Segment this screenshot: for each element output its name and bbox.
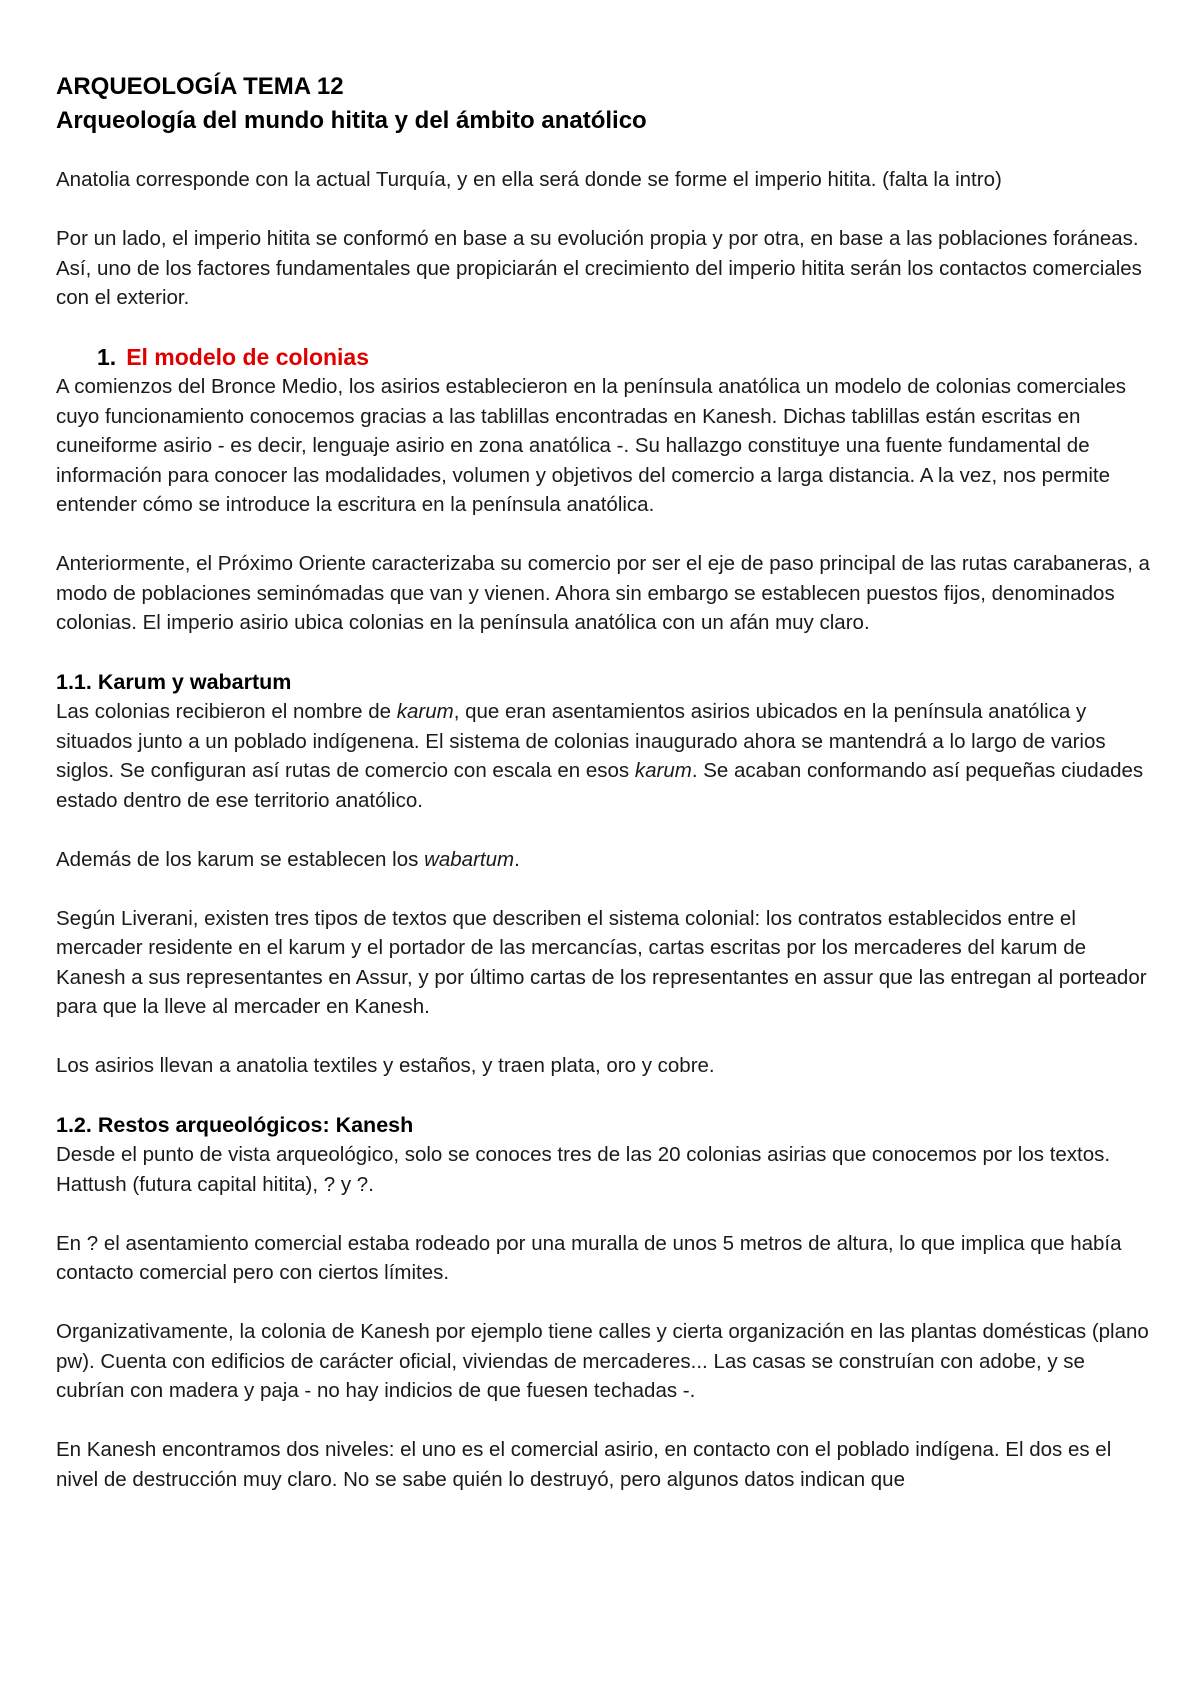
section-1-paragraph-1: A comienzos del Bronce Medio, los asirios establecieron en la península anatólica un modelo de colonias comerciales cuyo funcionamiento conocemos gracias a las tablillas encontradas en Kanesh. Dichas tablillas están escritas en cuneiforme asirio - es decir, lenguaje asirio en zona anatólica -. Su hallazgo constituye una fuente fundamental de información para conocer las modalidades, volumen y objetivos del comercio a larga distancia. A la vez, nos permite entender cómo se introduce la escritura en la península anatólica. <box>56 375 1127 516</box>
section-1-2-paragraph-3: Organizativamente, la colonia de Kanesh por ejemplo tiene calles y cierta organización en las plantas domésticas (plano pw). Cuenta con edificios de carácter oficial, viviendas de mercaderes... Las casas se construían con adobe, y se cubrían con madera y paja - no hay indicios de que fuesen techadas -. <box>56 1320 1149 1402</box>
title-line-1: ARQUEOLOGÍA TEMA 12 <box>56 73 344 100</box>
section-1-1-paragraph-4: Los asirios llevan a anatolia textiles y estaños, y traen plata, oro y cobre. <box>56 1054 715 1077</box>
section-1-paragraph-2: Anteriormente, el Próximo Oriente caracterizaba su comercio por ser el eje de paso principal de las rutas carabaneras, a modo de poblaciones seminómadas que van y vienen. Ahora sin embargo se establecen puestos fijos, denominados colonias. El imperio asirio ubica colonias en la península anatólica con un afán muy claro. <box>56 552 1150 634</box>
section-1-number: 1. <box>97 344 117 370</box>
term-karum: karum <box>396 700 454 723</box>
section-1-heading <box>56 342 1156 372</box>
section-1-1-paragraph-1: Las colonias recibieron el nombre de karum, que eran asentamientos asirios ubicados en la península anatólica y situados junto a un poblado indígenena. El sistema de colonias inaugurado ahora se mantendrá a lo largo de varios siglos. Se configuran así rutas de comercio con escala en esos karum. Se acaban conformando así pequeñas ciudades estado dentro de ese territorio anatólico. <box>56 700 1144 812</box>
section-1-title: El modelo de colonias <box>126 344 370 370</box>
section-1-1-heading: 1.1. Karum y wabartum <box>56 670 292 694</box>
section-1-1-paragraph-2: Además de los karum se establecen los wabartum. <box>56 847 520 871</box>
section-1-2-paragraph-4: En Kanesh encontramos dos niveles: el uno es el comercial asirio, en contacto con el poblado indígena. El dos es el nivel de destrucción muy claro. No se sabe quién lo destruyó, pero algunos datos indican que <box>56 1438 1112 1491</box>
document-title <box>56 70 1156 138</box>
term-karum: karum <box>634 759 692 782</box>
section-1-2-heading: 1.2. Restos arqueológicos: Kanesh <box>56 1113 414 1137</box>
title-line-2: Arqueología del mundo hitita y del ámbito anatólico <box>56 107 647 134</box>
intro-paragraph-2: Por un lado, el imperio hitita se conformó en base a su evolución propia y por otra, en base a las poblaciones foráneas. Así, uno de los factores fundamentales que propiciarán el crecimiento del imperio hitita serán los contactos comerciales con el exterior. <box>56 227 1142 309</box>
section-1-2-paragraph-2: En ? el asentamiento comercial estaba rodeado por una muralla de unos 5 metros de altura, lo que implica que había contacto comercial pero con ciertos límites. <box>56 1231 1122 1284</box>
section-1-1-paragraph-3: Según Liverani, existen tres tipos de textos que describen el sistema colonial: los contratos establecidos entre el mercader residente en el karum y el portador de las mercancías, cartas escritas por los mercaderes del karum de Kanesh a sus representantes en Assur, y por último cartas de los representantes en assur que las entregan al porteador para que la lleve al mercader en Kanesh. <box>56 906 1147 1018</box>
section-1-2-paragraph-1: Desde el punto de vista arqueológico, solo se conoces tres de las 20 colonias asirias que conocemos por los textos. Hattush (futura capital hitita), ? y ?. <box>56 1143 1111 1196</box>
intro-paragraph-1: Anatolia corresponde con la actual Turquía, y en ella será donde se forme el imperio hitita. (falta la intro) <box>56 168 1002 191</box>
term-wabartum: wabartum <box>424 847 515 871</box>
document-page <box>56 70 1156 1494</box>
